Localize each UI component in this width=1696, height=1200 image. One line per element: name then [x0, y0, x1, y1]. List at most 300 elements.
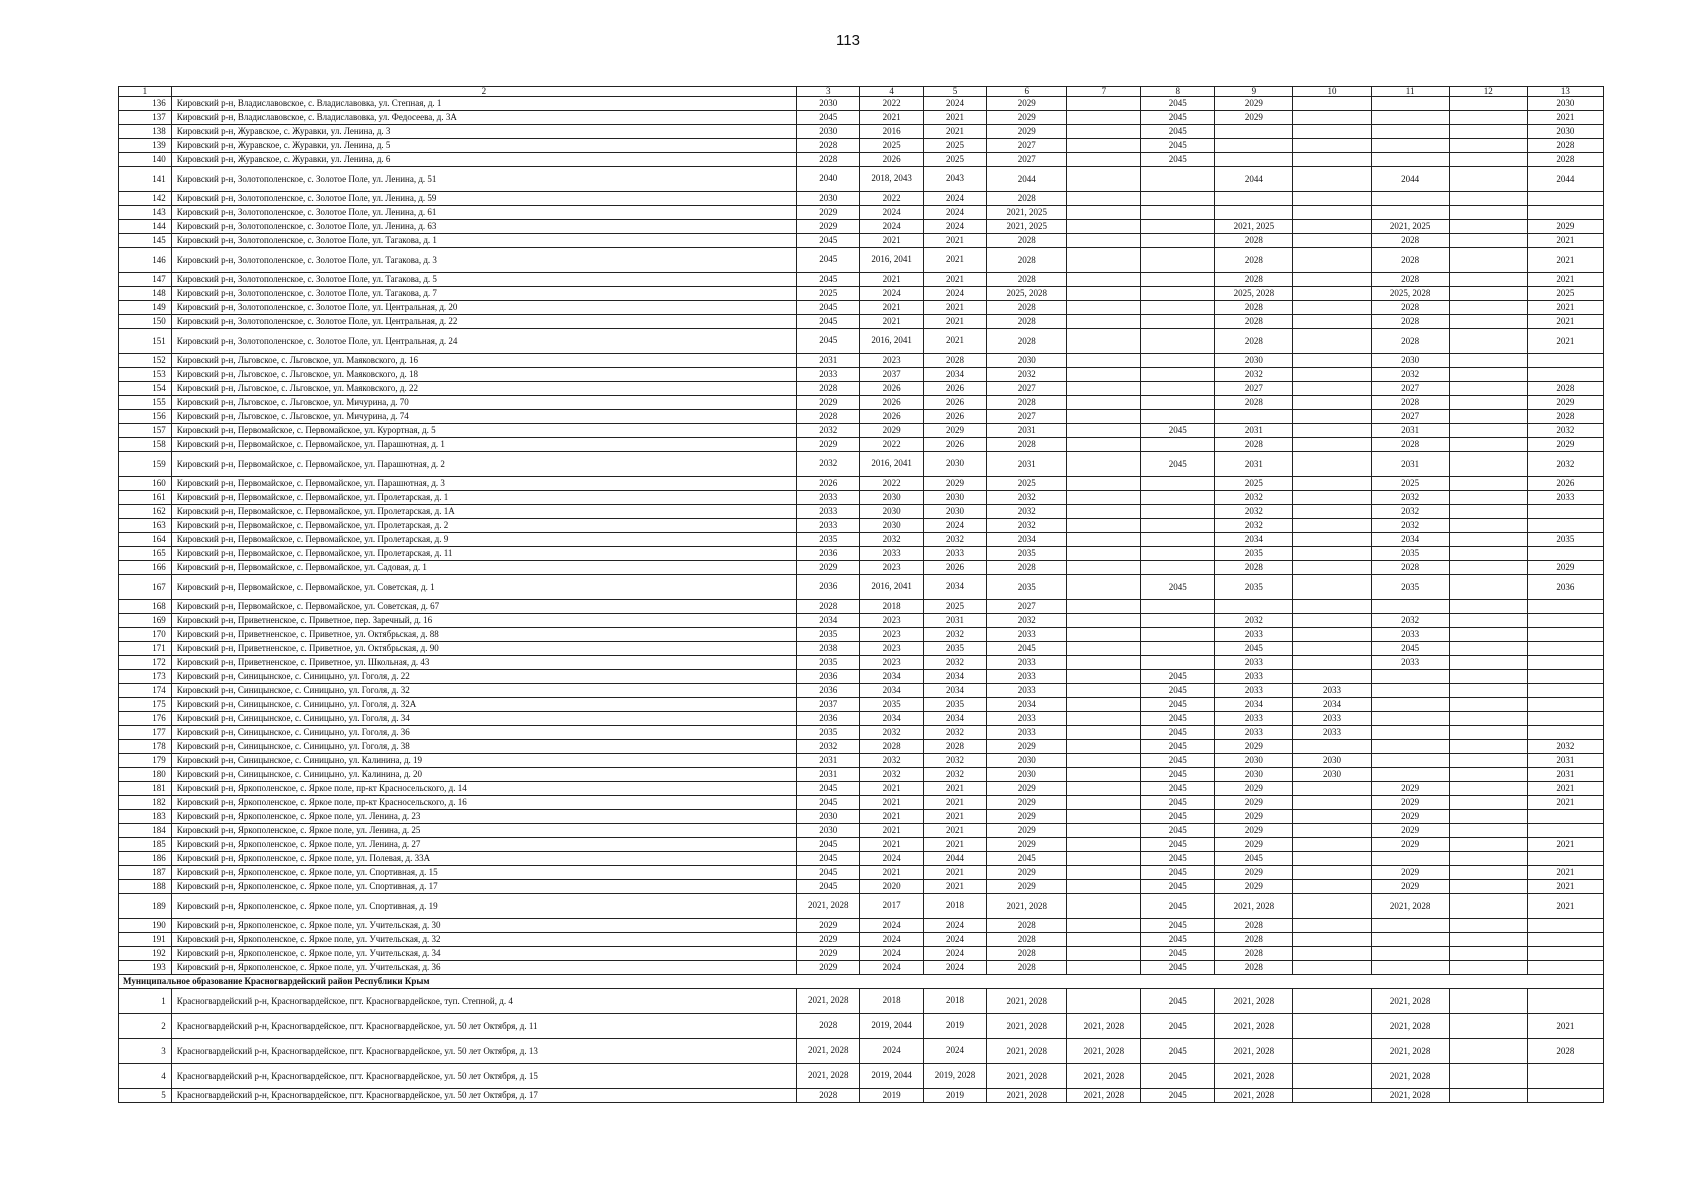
- year-cell: 2045: [797, 329, 860, 354]
- year-cell: [1141, 301, 1215, 315]
- year-cell: 2019, 2044: [860, 1064, 923, 1089]
- row-number-cell: 182: [119, 796, 172, 810]
- year-cell: 2028: [987, 192, 1067, 206]
- year-cell: 2029: [1527, 561, 1603, 575]
- table-row: [119, 477, 1604, 491]
- year-cell: 2021: [923, 824, 986, 838]
- year-cell: [1449, 670, 1527, 684]
- year-cell: 2033: [987, 712, 1067, 726]
- table-row: [119, 866, 1604, 880]
- year-cell: 2045: [1141, 575, 1215, 600]
- row-number-cell: 192: [119, 947, 172, 961]
- year-cell: 2030: [923, 491, 986, 505]
- year-cell: 2018: [860, 600, 923, 614]
- year-cell: 2023: [860, 656, 923, 670]
- year-cell: 2045: [1141, 824, 1215, 838]
- table-row: [119, 670, 1604, 684]
- year-cell: 2033: [1293, 684, 1371, 698]
- year-cell: 2021: [860, 796, 923, 810]
- year-cell: 2033: [1215, 656, 1293, 670]
- year-cell: 2033: [987, 628, 1067, 642]
- year-cell: [1449, 796, 1527, 810]
- year-cell: 2035: [1371, 547, 1449, 561]
- row-number-cell: 164: [119, 533, 172, 547]
- year-cell: 2028: [1371, 273, 1449, 287]
- year-cell: [1449, 684, 1527, 698]
- year-cell: [1449, 111, 1527, 125]
- year-cell: [1527, 670, 1603, 684]
- year-cell: [1371, 684, 1449, 698]
- year-cell: 2030: [987, 354, 1067, 368]
- year-cell: 2024: [923, 206, 986, 220]
- year-cell: [1449, 153, 1527, 167]
- year-cell: [1293, 600, 1371, 614]
- row-number-cell: 139: [119, 139, 172, 153]
- year-cell: [1449, 329, 1527, 354]
- table-row: [119, 894, 1604, 919]
- year-cell: 2021, 2028: [1215, 1039, 1293, 1064]
- year-cell: 2021, 2028: [987, 1039, 1067, 1064]
- year-cell: 2021: [1527, 329, 1603, 354]
- year-cell: 2033: [797, 368, 860, 382]
- year-cell: [1527, 368, 1603, 382]
- year-cell: 2045: [1141, 989, 1215, 1014]
- year-cell: [1449, 477, 1527, 491]
- year-cell: [1067, 810, 1141, 824]
- year-cell: [1067, 396, 1141, 410]
- row-number-cell: 187: [119, 866, 172, 880]
- year-cell: 2021, 2028: [1371, 1039, 1449, 1064]
- year-cell: 2045: [1141, 933, 1215, 947]
- year-cell: 2021, 2028: [987, 1014, 1067, 1039]
- year-cell: 2024: [923, 220, 986, 234]
- year-cell: [1141, 192, 1215, 206]
- table-row: [119, 880, 1604, 894]
- year-cell: [1449, 894, 1527, 919]
- year-cell: 2027: [987, 382, 1067, 396]
- table-row: [119, 234, 1604, 248]
- year-cell: 2032: [1215, 491, 1293, 505]
- year-cell: 2024: [923, 287, 986, 301]
- year-cell: 2021: [1527, 1014, 1603, 1039]
- year-cell: 2025: [1527, 287, 1603, 301]
- year-cell: [1293, 1039, 1371, 1064]
- year-cell: 2029: [860, 424, 923, 438]
- year-cell: 2024: [860, 852, 923, 866]
- year-cell: 2021, 2028: [987, 989, 1067, 1014]
- year-cell: 2029: [987, 111, 1067, 125]
- year-cell: [1371, 712, 1449, 726]
- column-header: 6: [987, 87, 1067, 97]
- year-cell: [1067, 452, 1141, 477]
- year-cell: [1293, 614, 1371, 628]
- year-cell: 2045: [1141, 782, 1215, 796]
- year-cell: 2033: [1215, 712, 1293, 726]
- year-cell: 2023: [860, 561, 923, 575]
- year-cell: [1215, 410, 1293, 424]
- year-cell: 2030: [797, 125, 860, 139]
- year-cell: 2029: [797, 561, 860, 575]
- year-cell: 2017: [860, 894, 923, 919]
- year-cell: 2016, 2041: [860, 452, 923, 477]
- year-cell: 2029: [1215, 782, 1293, 796]
- address-cell: Кировский р-н, Первомайское, с. Первомайское, ул. Пролетарская, д. 2: [171, 519, 796, 533]
- year-cell: 2031: [797, 354, 860, 368]
- year-cell: 2021, 2028: [797, 1039, 860, 1064]
- row-number-cell: 138: [119, 125, 172, 139]
- year-cell: [1293, 424, 1371, 438]
- year-cell: [1067, 642, 1141, 656]
- table-row: [119, 368, 1604, 382]
- year-cell: [1293, 866, 1371, 880]
- year-cell: 2019: [923, 1014, 986, 1039]
- address-cell: Кировский р-н, Золотополенское, с. Золотое Поле, ул. Тагакова, д. 3: [171, 248, 796, 273]
- year-cell: [1067, 575, 1141, 600]
- year-cell: 2021: [1527, 782, 1603, 796]
- table-row: [119, 782, 1604, 796]
- address-cell: Кировский р-н, Синицынское, с. Синицыно, ул. Гоголя, д. 32: [171, 684, 796, 698]
- year-cell: 2033: [1371, 656, 1449, 670]
- year-cell: 2031: [987, 424, 1067, 438]
- year-cell: [1527, 600, 1603, 614]
- year-cell: [1527, 698, 1603, 712]
- year-cell: 2029: [1527, 396, 1603, 410]
- row-number-cell: 148: [119, 287, 172, 301]
- address-cell: Кировский р-н, Льговское, с. Льговское, ул. Маяковского, д. 18: [171, 368, 796, 382]
- year-cell: [1527, 684, 1603, 698]
- table-row: [119, 410, 1604, 424]
- year-cell: 2028: [1215, 933, 1293, 947]
- year-cell: [1215, 153, 1293, 167]
- year-cell: [1527, 1064, 1603, 1089]
- year-cell: [1293, 167, 1371, 192]
- year-cell: [1067, 354, 1141, 368]
- year-cell: [1141, 642, 1215, 656]
- year-cell: 2037: [797, 698, 860, 712]
- year-cell: [1141, 329, 1215, 354]
- table-row: [119, 684, 1604, 698]
- year-cell: 2027: [987, 153, 1067, 167]
- year-cell: 2021: [860, 782, 923, 796]
- year-cell: 2045: [1141, 111, 1215, 125]
- address-cell: Кировский р-н, Льговское, с. Льговское, ул. Мичурина, д. 70: [171, 396, 796, 410]
- year-cell: 2028: [987, 947, 1067, 961]
- year-cell: 2045: [797, 111, 860, 125]
- year-cell: 2021, 2028: [1067, 1039, 1141, 1064]
- table-row: [119, 97, 1604, 111]
- row-number-cell: 136: [119, 97, 172, 111]
- year-cell: 2028: [1371, 248, 1449, 273]
- year-cell: [1293, 894, 1371, 919]
- year-cell: 2028: [987, 273, 1067, 287]
- row-number-cell: 185: [119, 838, 172, 852]
- year-cell: 2030: [1215, 768, 1293, 782]
- year-cell: 2029: [1215, 111, 1293, 125]
- address-cell: Кировский р-н, Яркополенское, с. Яркое поле, ул. Ленина, д. 23: [171, 810, 796, 824]
- year-cell: 2035: [797, 533, 860, 547]
- table-row: [119, 1064, 1604, 1089]
- year-cell: 2026: [923, 396, 986, 410]
- year-cell: 2030: [1215, 754, 1293, 768]
- year-cell: [1293, 410, 1371, 424]
- year-cell: 2026: [797, 477, 860, 491]
- year-cell: [1449, 782, 1527, 796]
- year-cell: 2032: [923, 768, 986, 782]
- year-cell: 2028: [987, 438, 1067, 452]
- year-cell: 2021: [923, 796, 986, 810]
- year-cell: [1449, 97, 1527, 111]
- year-cell: 2021, 2025: [987, 220, 1067, 234]
- row-number-cell: 162: [119, 505, 172, 519]
- address-cell: Кировский р-н, Яркополенское, с. Яркое поле, ул. Учительская, д. 34: [171, 947, 796, 961]
- year-cell: 2033: [1215, 726, 1293, 740]
- table-row: [119, 961, 1604, 975]
- row-number-cell: 193: [119, 961, 172, 975]
- year-cell: 2035: [987, 547, 1067, 561]
- year-cell: 2030: [1371, 354, 1449, 368]
- row-number-cell: 179: [119, 754, 172, 768]
- year-cell: 2029: [1215, 796, 1293, 810]
- year-cell: 2044: [1527, 167, 1603, 192]
- year-cell: [1293, 206, 1371, 220]
- year-cell: 2045: [797, 234, 860, 248]
- row-number-cell: 176: [119, 712, 172, 726]
- year-cell: [1067, 382, 1141, 396]
- address-cell: Кировский р-н, Золотополенское, с. Золотое Поле, ул. Тагакова, д. 1: [171, 234, 796, 248]
- year-cell: 2028: [1215, 248, 1293, 273]
- year-cell: 2030: [860, 505, 923, 519]
- year-cell: 2021: [860, 810, 923, 824]
- address-cell: Кировский р-н, Приветненское, с. Приветное, ул. Октябрьская, д. 90: [171, 642, 796, 656]
- year-cell: 2035: [860, 698, 923, 712]
- year-cell: 2027: [1215, 382, 1293, 396]
- year-cell: 2021: [860, 824, 923, 838]
- address-cell: Кировский р-н, Первомайское, с. Первомайское, ул. Советская, д. 67: [171, 600, 796, 614]
- year-cell: 2028: [1527, 410, 1603, 424]
- year-cell: 2045: [1141, 698, 1215, 712]
- year-cell: 2032: [1371, 491, 1449, 505]
- year-cell: [1449, 301, 1527, 315]
- year-cell: [1215, 125, 1293, 139]
- year-cell: 2026: [923, 382, 986, 396]
- row-number-cell: 157: [119, 424, 172, 438]
- row-number-cell: 191: [119, 933, 172, 947]
- address-cell: Кировский р-н, Золотополенское, с. Золотое Поле, ул. Ленина, д. 63: [171, 220, 796, 234]
- year-cell: 2034: [1215, 533, 1293, 547]
- year-cell: 2021: [923, 234, 986, 248]
- row-number-cell: 161: [119, 491, 172, 505]
- address-cell: Кировский р-н, Владиславовское, с. Владиславовка, ул. Федосеева, д. 3А: [171, 111, 796, 125]
- year-cell: [1141, 477, 1215, 491]
- address-cell: Кировский р-н, Первомайское, с. Первомайское, ул. Садовая, д. 1: [171, 561, 796, 575]
- year-cell: 2045: [797, 301, 860, 315]
- year-cell: 2016: [860, 125, 923, 139]
- year-cell: [1527, 192, 1603, 206]
- year-cell: 2021, 2028: [1067, 1014, 1141, 1039]
- address-cell: Кировский р-н, Яркополенское, с. Яркое поле, ул. Спортивная, д. 17: [171, 880, 796, 894]
- year-cell: 2021: [923, 329, 986, 354]
- address-cell: Кировский р-н, Первомайское, с. Первомайское, ул. Советская, д. 1: [171, 575, 796, 600]
- year-cell: [1293, 919, 1371, 933]
- table-row: [119, 519, 1604, 533]
- row-number-cell: 180: [119, 768, 172, 782]
- year-cell: [1371, 153, 1449, 167]
- year-cell: 2025: [923, 139, 986, 153]
- year-cell: 2021, 2025: [1215, 220, 1293, 234]
- year-cell: 2032: [923, 726, 986, 740]
- year-cell: [1449, 315, 1527, 329]
- year-cell: 2016, 2041: [860, 575, 923, 600]
- year-cell: [1371, 600, 1449, 614]
- year-cell: 2031: [1371, 452, 1449, 477]
- year-cell: [1067, 329, 1141, 354]
- year-cell: [1449, 248, 1527, 273]
- year-cell: [1449, 768, 1527, 782]
- year-cell: 2029: [987, 838, 1067, 852]
- year-cell: 2021, 2028: [1215, 894, 1293, 919]
- year-cell: 2033: [923, 547, 986, 561]
- year-cell: 2021: [860, 273, 923, 287]
- year-cell: 2021: [1527, 838, 1603, 852]
- year-cell: 2028: [987, 329, 1067, 354]
- year-cell: 2029: [1215, 740, 1293, 754]
- year-cell: [1293, 438, 1371, 452]
- year-cell: 2045: [1141, 125, 1215, 139]
- year-cell: [1067, 97, 1141, 111]
- column-header: 4: [860, 87, 923, 97]
- address-cell: Кировский р-н, Владиславовское, с. Владиславовка, ул. Степная, д. 1: [171, 97, 796, 111]
- year-cell: 2027: [1371, 410, 1449, 424]
- year-cell: 2028: [1371, 438, 1449, 452]
- address-cell: Кировский р-н, Золотополенское, с. Золотое Поле, ул. Ленина, д. 59: [171, 192, 796, 206]
- table-row: [119, 424, 1604, 438]
- address-cell: Красногвардейский р-н, Красногвардейское, пгт. Красногвардейское, ул. 50 лет Октября, д. 15: [171, 1064, 796, 1089]
- table-row: [119, 329, 1604, 354]
- year-cell: [1449, 600, 1527, 614]
- row-number-cell: 145: [119, 234, 172, 248]
- year-cell: [1293, 947, 1371, 961]
- year-cell: 2045: [797, 273, 860, 287]
- year-cell: 2024: [860, 220, 923, 234]
- row-number-cell: 190: [119, 919, 172, 933]
- year-cell: [1449, 933, 1527, 947]
- row-number-cell: 159: [119, 452, 172, 477]
- year-cell: 2033: [1293, 726, 1371, 740]
- year-cell: [1067, 519, 1141, 533]
- year-cell: 2045: [797, 866, 860, 880]
- year-cell: 2032: [1527, 424, 1603, 438]
- year-cell: 2021: [1527, 315, 1603, 329]
- year-cell: 2029: [797, 220, 860, 234]
- year-cell: [1449, 1089, 1527, 1103]
- year-cell: [1067, 824, 1141, 838]
- year-cell: [1449, 838, 1527, 852]
- table-row: [119, 491, 1604, 505]
- year-cell: 2026: [860, 382, 923, 396]
- year-cell: 2030: [1527, 125, 1603, 139]
- year-cell: 2018: [923, 989, 986, 1014]
- year-cell: [1067, 768, 1141, 782]
- year-cell: 2032: [923, 533, 986, 547]
- table-row: [119, 139, 1604, 153]
- year-cell: 2021, 2028: [1067, 1064, 1141, 1089]
- year-cell: [1141, 491, 1215, 505]
- year-cell: 2032: [923, 754, 986, 768]
- year-cell: 2032: [987, 519, 1067, 533]
- year-cell: [1449, 382, 1527, 396]
- year-cell: 2021: [860, 315, 923, 329]
- year-cell: 2031: [1215, 424, 1293, 438]
- row-number-cell: 172: [119, 656, 172, 670]
- year-cell: [1371, 139, 1449, 153]
- year-cell: 2045: [1141, 866, 1215, 880]
- year-cell: 2021: [923, 838, 986, 852]
- year-cell: 2031: [1215, 452, 1293, 477]
- row-number-cell: 170: [119, 628, 172, 642]
- year-cell: 2029: [987, 782, 1067, 796]
- year-cell: [1527, 505, 1603, 519]
- year-cell: 2021, 2028: [1371, 1014, 1449, 1039]
- year-cell: 2023: [860, 614, 923, 628]
- year-cell: 2028: [987, 315, 1067, 329]
- year-cell: [1293, 139, 1371, 153]
- year-cell: [1141, 220, 1215, 234]
- year-cell: [1141, 547, 1215, 561]
- year-cell: [1293, 656, 1371, 670]
- row-number-cell: 151: [119, 329, 172, 354]
- year-cell: 2040: [797, 167, 860, 192]
- year-cell: 2028: [987, 561, 1067, 575]
- year-cell: 2032: [1371, 614, 1449, 628]
- year-cell: 2024: [923, 97, 986, 111]
- year-cell: [1067, 315, 1141, 329]
- year-cell: 2025: [923, 153, 986, 167]
- year-cell: [1371, 933, 1449, 947]
- year-cell: 2021, 2028: [987, 1089, 1067, 1103]
- year-cell: 2029: [797, 438, 860, 452]
- year-cell: [1067, 273, 1141, 287]
- year-cell: 2035: [797, 656, 860, 670]
- year-cell: 2025: [860, 139, 923, 153]
- year-cell: [1141, 614, 1215, 628]
- year-cell: [1067, 726, 1141, 740]
- year-cell: [1293, 192, 1371, 206]
- year-cell: [1527, 852, 1603, 866]
- year-cell: [1449, 220, 1527, 234]
- year-cell: 2045: [1141, 684, 1215, 698]
- year-cell: 2024: [860, 947, 923, 961]
- address-cell: Кировский р-н, Золотополенское, с. Золотое Поле, ул. Центральная, д. 24: [171, 329, 796, 354]
- year-cell: 2045: [1141, 810, 1215, 824]
- address-cell: Кировский р-н, Первомайское, с. Первомайское, ул. Пролетарская, д. 1: [171, 491, 796, 505]
- year-cell: [1527, 642, 1603, 656]
- year-cell: 2021, 2028: [1371, 1089, 1449, 1103]
- year-cell: 2032: [1527, 740, 1603, 754]
- year-cell: [1449, 491, 1527, 505]
- year-cell: 2028: [1215, 329, 1293, 354]
- row-number-cell: 153: [119, 368, 172, 382]
- year-cell: [1449, 642, 1527, 656]
- year-cell: [1141, 248, 1215, 273]
- address-cell: Кировский р-н, Синицынское, с. Синицыно, ул. Калинина, д. 19: [171, 754, 796, 768]
- year-cell: 2045: [797, 852, 860, 866]
- year-cell: [1371, 125, 1449, 139]
- year-cell: 2045: [987, 852, 1067, 866]
- year-cell: 2024: [923, 961, 986, 975]
- year-cell: [1293, 628, 1371, 642]
- address-cell: Кировский р-н, Первомайское, с. Первомайское, ул. Парашютная, д. 3: [171, 477, 796, 491]
- year-cell: [1527, 354, 1603, 368]
